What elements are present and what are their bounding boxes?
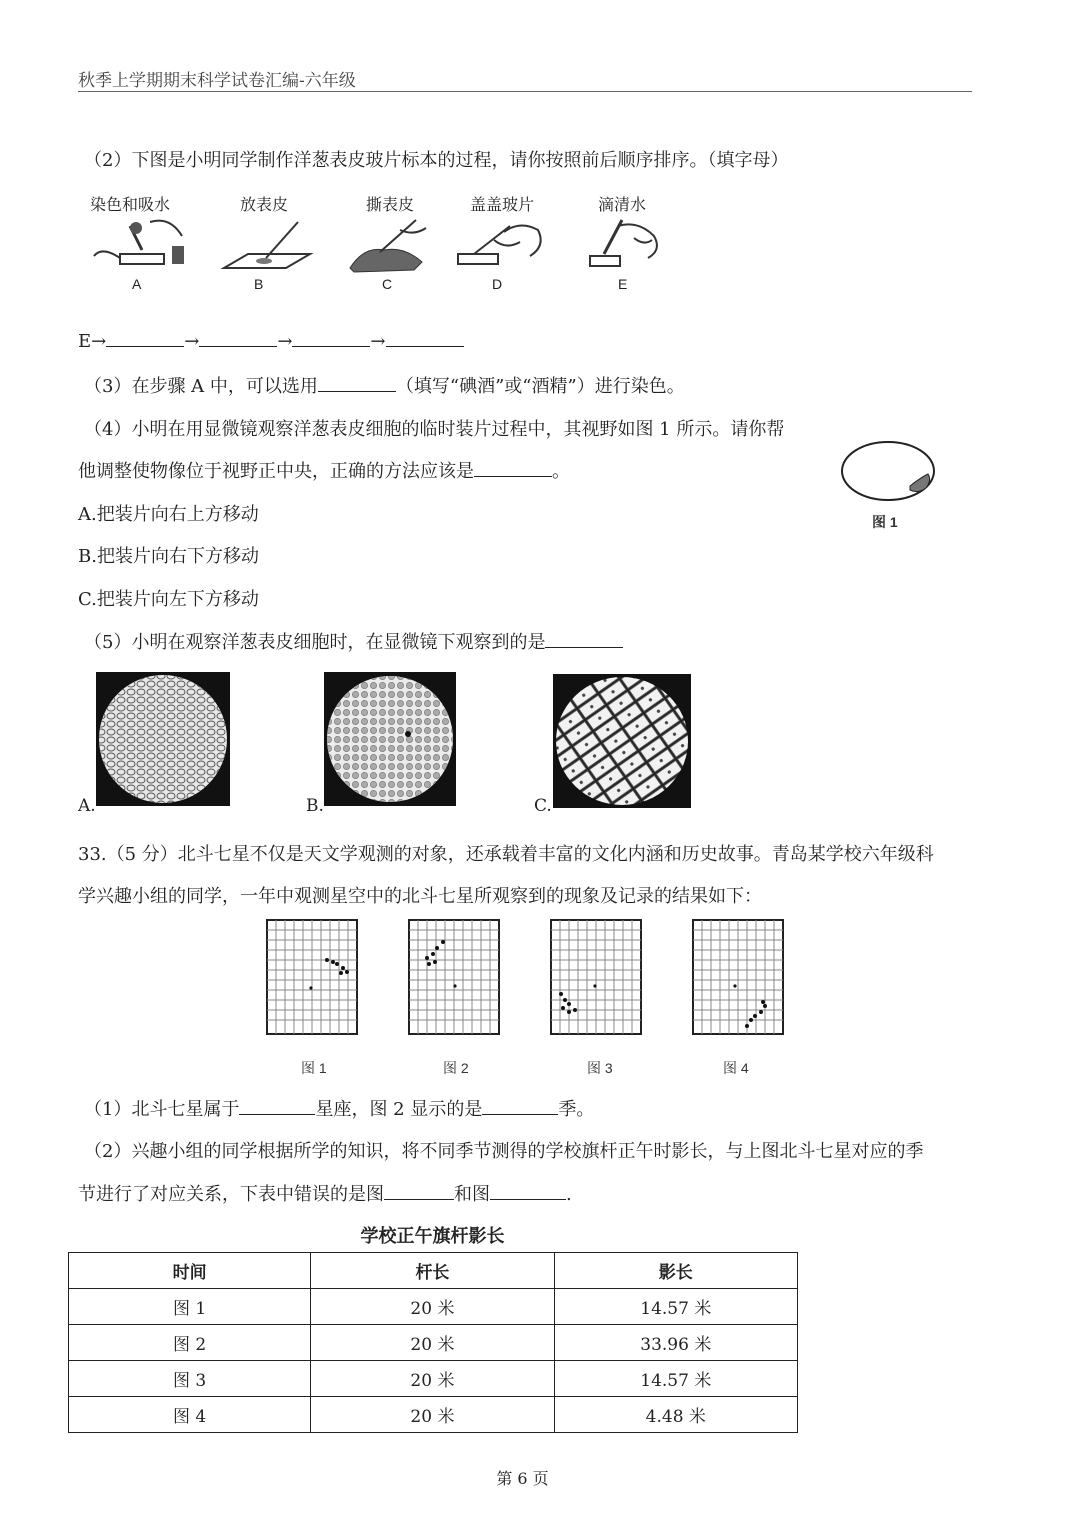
q33-sub1-c: 季。 [558, 1099, 595, 1120]
dipper-caption-1: 图 1 [301, 1060, 327, 1076]
q5-text: （5）小明在观察洋葱表皮细胞时，在显微镜下观察到的是 [84, 632, 546, 653]
q4-blank[interactable] [474, 460, 552, 477]
col-time: 时间 [69, 1253, 311, 1289]
q5-blank[interactable] [545, 631, 623, 648]
q4-option-a: A.把装片向右上方移动 [78, 504, 259, 525]
cell: 20 米 [311, 1325, 554, 1361]
arrow-1: → [184, 331, 200, 352]
q5-line [84, 628, 623, 654]
dipper-grid-3 [549, 918, 643, 1036]
cell: 图 4 [69, 1397, 311, 1433]
q2-start: E→ [78, 331, 107, 352]
answer-blank-2[interactable] [199, 330, 277, 347]
dipper-grid-1 [265, 918, 359, 1036]
q5-option-b-label: B. [306, 796, 324, 816]
q4-line2-text: 他调整使物像位于视野正中央，正确的方法应该是 [78, 461, 474, 482]
q33-blank-constellation[interactable] [239, 1098, 315, 1115]
q33-sub1 [84, 1095, 594, 1121]
q33-sub1-b: 星座，图 2 显示的是 [315, 1099, 483, 1120]
answer-blank-4[interactable] [386, 330, 464, 347]
q33-sub2-a: 节进行了对应关系，下表中错误的是图 [78, 1184, 384, 1205]
step-a-drawing [90, 216, 200, 276]
q33-line2: 学兴趣小组的同学，一年中观测星空中的北斗七星所观察到的现象及记录的结果如下： [78, 886, 762, 907]
q4-option-b: B.把装片向右下方移动 [78, 546, 259, 567]
cell: 20 米 [311, 1397, 554, 1433]
q4-line2 [78, 457, 570, 483]
page-header: 秋季上学期期末科学试卷汇编-六年级 [78, 71, 356, 91]
cell: 图 3 [69, 1361, 311, 1397]
q33-blank-fig-b[interactable] [490, 1183, 566, 1200]
q33-line1: 33.（5 分）北斗七星不仅是天文学观测的对象，还承载着丰富的文化内涵和历史故事。青岛某学校六年级科 [78, 844, 934, 865]
q5-option-c-label: C. [534, 796, 552, 816]
q33-blank-fig-a[interactable] [384, 1183, 454, 1200]
step-c-drawing [344, 216, 434, 276]
step-d-letter: D [492, 276, 503, 292]
q4-option-c: C.把装片向左下方移动 [78, 589, 259, 610]
col-pole-length: 杆长 [311, 1253, 554, 1289]
cell: 14.57 米 [554, 1289, 797, 1325]
q33-sub2-b: 和图 [454, 1184, 490, 1205]
cell: 14.57 米 [554, 1361, 797, 1397]
q3-text-before: （3）在步骤 A 中，可以选用 [84, 376, 318, 397]
q4-line1: （4）小明在用显微镜观察洋葱表皮细胞的临时装片过程中，其视野如图 1 所示。请你帮 [84, 419, 785, 440]
procedure-figure [78, 188, 698, 298]
dipper-caption-2: 图 2 [443, 1060, 469, 1076]
q4-line2-end: 。 [552, 461, 570, 482]
shadow-table [68, 1252, 798, 1433]
header-rule [78, 91, 972, 92]
q2-text: （2）下图是小明同学制作洋葱表皮玻片标本的过程，请你按照前后顺序排序。（填字母） [84, 150, 789, 171]
cell: 图 2 [69, 1325, 311, 1361]
fig1-caption: 图 1 [872, 514, 898, 530]
q33-sub2-line1: （2）兴趣小组的同学根据所学的知识，将不同季节测得的学校旗杆正午时影长，与上图北斗七星对应的季 [84, 1141, 924, 1162]
micrograph-a [96, 672, 230, 806]
step-a-letter: A [132, 276, 142, 292]
q5-option-a-label: A. [78, 796, 96, 816]
dipper-caption-3: 图 3 [587, 1060, 613, 1076]
step-a-label: 染色和吸水 [90, 195, 171, 214]
step-c-label: 撕表皮 [366, 195, 415, 214]
step-e-drawing [582, 216, 682, 276]
cell: 20 米 [311, 1289, 554, 1325]
q33-sub2-line2 [78, 1180, 572, 1206]
q33-sub2-c: . [566, 1184, 572, 1205]
arrow-2: → [277, 331, 293, 352]
micrograph-c [553, 674, 691, 808]
dipper-grid-4 [691, 918, 785, 1036]
step-b-letter: B [254, 276, 264, 292]
table-header-row [69, 1253, 798, 1289]
dipper-caption-4: 图 4 [723, 1060, 749, 1076]
table-title: 学校正午旗杆影长 [360, 1226, 505, 1247]
cell: 33.96 米 [554, 1325, 797, 1361]
answer-blank-3[interactable] [292, 330, 370, 347]
cell: 20 米 [311, 1361, 554, 1397]
q3-text-after: （填写“碘酒”或“酒精”）进行染色。 [395, 376, 685, 397]
step-e-letter: E [618, 276, 628, 292]
step-d-label: 盖盖玻片 [470, 195, 535, 214]
table-row [69, 1397, 798, 1433]
big-dipper-figures [265, 918, 785, 1078]
cell: 图 1 [69, 1289, 311, 1325]
q3-blank[interactable] [318, 375, 396, 392]
step-b-drawing [218, 216, 318, 276]
answer-blank-1[interactable] [106, 330, 184, 347]
table-row [69, 1361, 798, 1397]
table-row [69, 1325, 798, 1361]
col-shadow-length: 影长 [554, 1253, 797, 1289]
q33-sub1-a: （1）北斗七星属于 [84, 1099, 240, 1120]
q3-line [84, 372, 685, 398]
step-b-label: 放表皮 [240, 195, 289, 214]
dipper-grid-2 [407, 918, 501, 1036]
cell: 4.48 米 [554, 1397, 797, 1433]
page-footer: 第 6 页 [496, 1469, 549, 1488]
q33-blank-season[interactable] [482, 1098, 558, 1115]
step-d-drawing [454, 216, 554, 276]
arrow-3: → [370, 331, 386, 352]
q2-answer-line [78, 330, 464, 352]
field-of-view-figure [840, 440, 940, 506]
micrograph-b [324, 672, 456, 806]
step-c-letter: C [382, 276, 393, 292]
table-row [69, 1289, 798, 1325]
step-e-label: 滴清水 [598, 195, 647, 214]
